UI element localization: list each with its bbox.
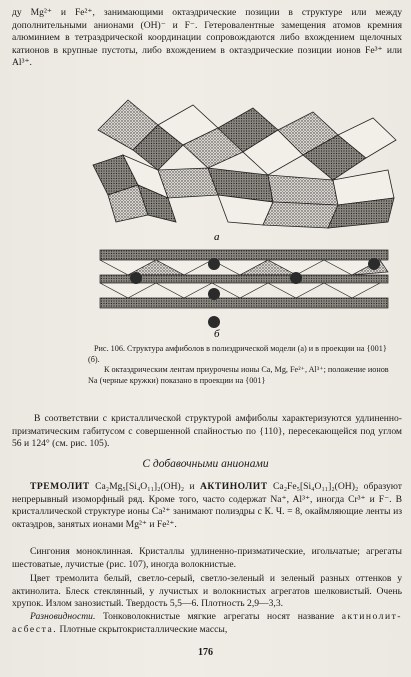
paragraph-intro: ду Mg²⁺ и Fe²⁺, занимающими октаэдрические позиции в структуре или между дополнительными анионами (OH)⁻ и F⁻. Гетеровалентные замещения атомов кремния алюминием в тетраэдрической координации сопровождаются либо вхождением щелочных катионов в крупные пустоты, либо вхождением в октаэдрические позиции ионов Fe³⁺ или Al³⁺.	[12, 7, 402, 69]
amphibole-structure-figure	[88, 90, 400, 340]
formula-tremolite: Ca₂Mg₅[Si₄O₁₁]₂(OH)₂	[95, 481, 185, 492]
mineral-description: образуют непрерывный изоморфный ряд. Кроме того, часто содержат Na⁺, Al³⁺, иногда Cr³⁺ и F⁻. В кристаллической структуре ионы Ca²⁺ занимают полиэдры с К. Ч. = 8, окаймляющие ленты из октаэдров, занятых ионами Mg²⁺ и Fe²⁺.	[12, 481, 402, 530]
varieties-text-1: Тонковолокнистые мягкие агрегаты носят название	[102, 611, 335, 622]
figure-label-b: б	[214, 328, 220, 340]
mineral-name-actinolite: АКТИНОЛИТ	[199, 481, 268, 492]
mineral-entry	[12, 481, 402, 531]
mineral-name-tremolite: ТРЕМОЛИТ	[30, 481, 90, 492]
polyhedral-model-a	[93, 100, 396, 228]
formula-actinolite: Ca₂Fe₅[Si₄O₁₁]₂(OH)₂	[273, 481, 359, 492]
paragraph-properties: Цвет тремолита белый, светло-серый, светло-зеленый и зеленый разных оттенков у актинолита. Блеск стеклянный, у лучистых и волокнистых агрегатов шелковистый. Очень хрупок. Излом занозистый. Твердость 5,5—6. Плотность 2,9—3,3.	[12, 573, 402, 610]
conjunction: и	[189, 481, 195, 492]
paragraph-habit: В соответствии с кристаллической структурой амфиболы характеризуются удлиненно-призматическим габитусом с совершенной спайностью по {110}, пересекающейся под углом 56 и 124° (см. рис. 105).	[12, 413, 402, 450]
paragraph-syngony: Сингония моноклинная. Кристаллы удлиненно-призматические, игольчатые; агрегаты шестоватые, лучистые (рис. 107), иногда волокнистые.	[12, 546, 402, 570]
figure-label-a: а	[214, 231, 220, 243]
figure-caption	[88, 344, 400, 386]
varieties-lead: Разновидности.	[30, 611, 96, 622]
caption-title: Рис. 106. Структура амфиболов в полиэдрической модели (а) и в проекции на {001} (б).	[88, 344, 387, 364]
varieties-term: актинолит-асбеста.	[12, 611, 402, 635]
varieties-text-2: Плотные скрытокристаллические массы,	[59, 623, 228, 635]
page-number: 176	[198, 647, 213, 658]
section-heading: С добавочными анионами	[142, 458, 269, 470]
caption-note: К октаэдрическим лентам приурочены ионы Ca, Mg, Fe²⁺, Al³⁺; положение ионов Na (черные кружки) показано в проекции на {001}	[88, 365, 389, 385]
paragraph-varieties	[12, 611, 402, 636]
projection-model-b	[100, 250, 388, 308]
